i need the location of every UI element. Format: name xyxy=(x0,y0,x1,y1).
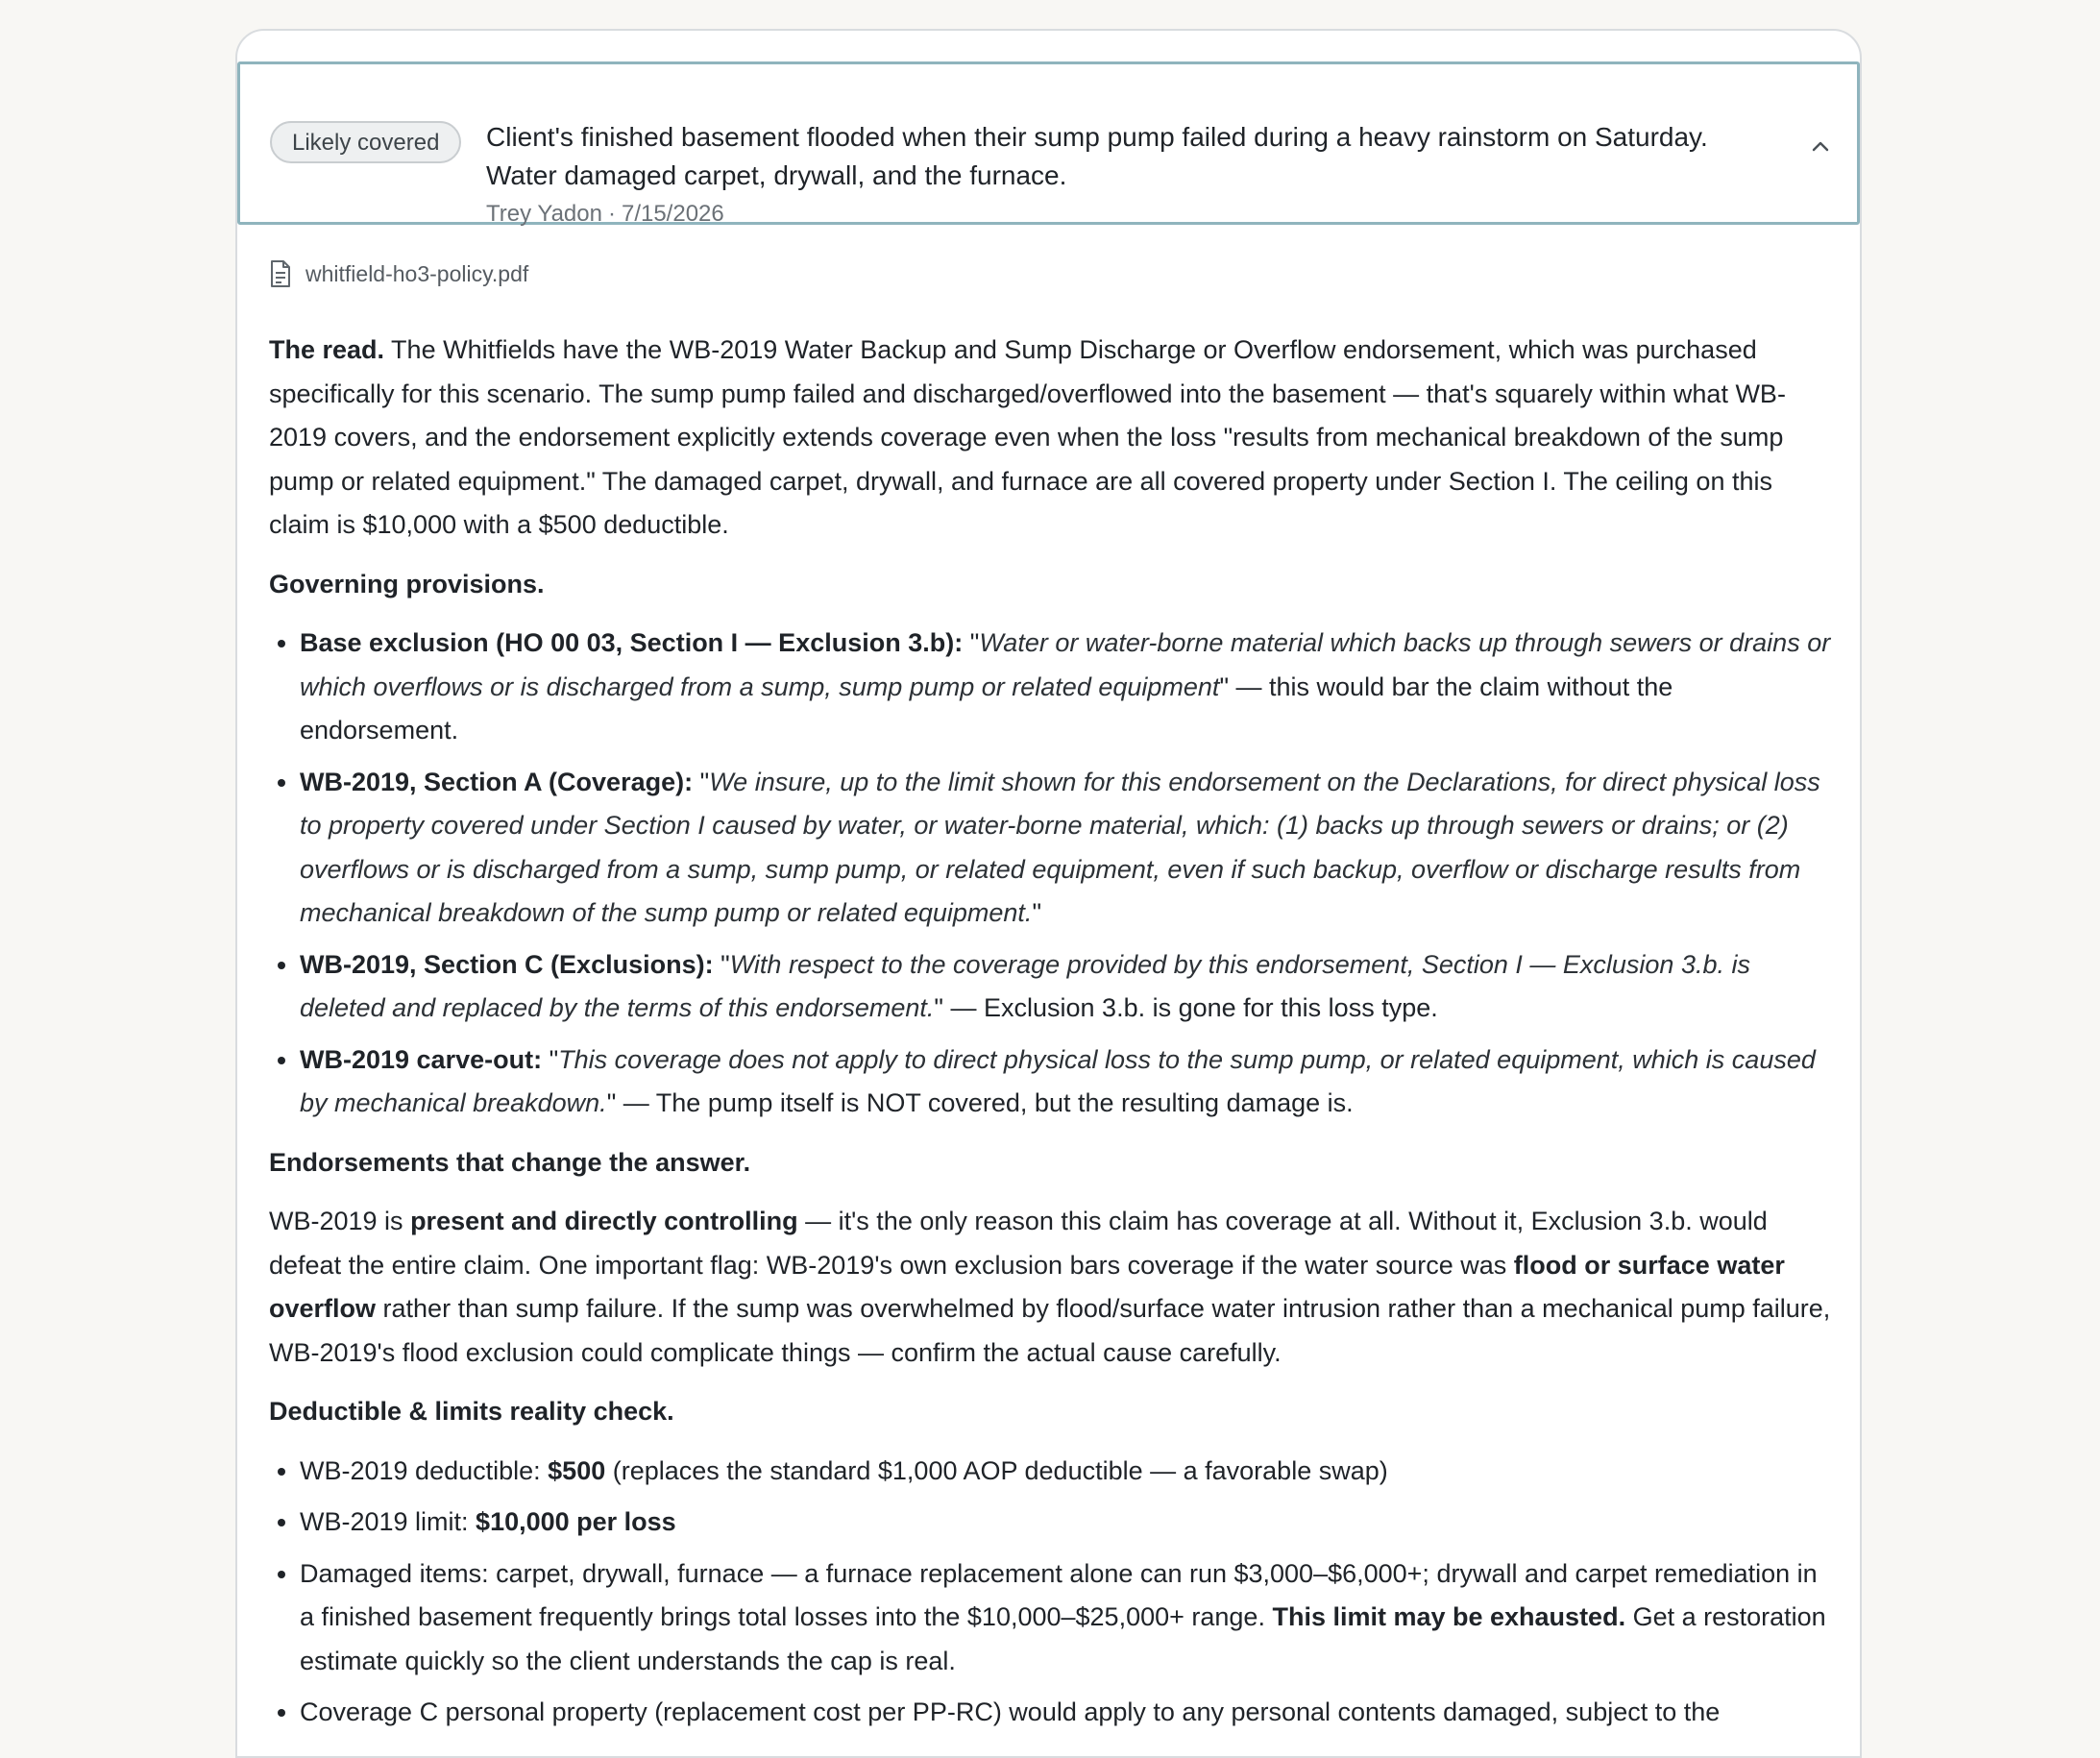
provision-note: " xyxy=(1032,898,1042,927)
list-item xyxy=(300,1552,1835,1684)
provision-label: Base exclusion (HO 00 03, Section I — Exclusion 3.b): xyxy=(300,628,964,657)
limit-text: WB-2019 limit: xyxy=(300,1507,476,1536)
the-read-paragraph xyxy=(269,329,1835,548)
limit-emphasis: $10,000 per loss xyxy=(476,1507,676,1536)
quote-open: " xyxy=(542,1044,559,1074)
claim-meta xyxy=(486,201,724,228)
governing-provisions-heading: Governing provisions. xyxy=(269,569,545,598)
coverage-status-badge: Likely covered xyxy=(270,121,461,163)
limit-emphasis: This limit may be exhausted. xyxy=(1272,1602,1626,1631)
provision-quote: We insure, up to the limit shown for this endorsement on the Declarations, for direct physical loss to property covered under Section I caused by water, or water-borne material, which: (1) backs up through sewers or drains; or (2) overflows or is discharged from a sump, sump pump, or related equipment, even if such backup, overflow or discharge results from mechanical breakdown of the sump pump or related equipment. xyxy=(300,767,1820,927)
provision-quote: Water or water-borne material which backs up through sewers or drains or which overflows or is discharged from a sump, sump pump or related equipment xyxy=(300,628,1831,701)
claim-card xyxy=(235,29,1862,1758)
limits-heading: Deductible & limits reality check. xyxy=(269,1397,674,1426)
quote-open: " xyxy=(713,949,730,979)
limit-emphasis: $500 xyxy=(548,1455,606,1485)
provision-label: WB-2019 carve-out: xyxy=(300,1044,543,1074)
list-item xyxy=(300,1450,1835,1494)
endorsements-text: — it's the only reason this claim has coverage at all. Without it, Exclusion 3.b. would defeat the entire claim. One important flag: WB-2019's own exclusion bars coverage if the water source was xyxy=(269,1207,1768,1280)
meta-separator: · xyxy=(607,201,616,227)
limits-list xyxy=(269,1450,1835,1735)
endorsements-text: rather than sump failure. If the sump was overwhelmed by flood/surface water intrusion rather than a mechanical pump failure, WB-2019's flood exclusion could complicate things — confirm the actual cause carefully. xyxy=(269,1294,1831,1367)
provisions-list xyxy=(269,622,1835,1126)
endorsements-paragraph xyxy=(269,1200,1835,1375)
the-read-text: The Whitfields have the WB-2019 Water Backup and Sump Discharge or Overflow endorsement, which was purchased specifically for this scenario. The sump pump failed and discharged/overflowed into the basement — that's squarely within what WB-2019 covers, and the endorsement explicitly extends coverage even when the loss "results from mechanical breakdown of the sump pump or related equipment." The damaged carpet, drywall, and furnace are all covered property under Section I. The ceiling on this claim is $10,000 with a $500 deductible. xyxy=(269,335,1786,539)
endorsements-heading: Endorsements that change the answer. xyxy=(269,1147,751,1177)
claim-summary: Client's finished basement flooded when their sump pump failed during a heavy rainstorm on Saturday. Water damaged carpet, drywall, and the furnace. xyxy=(486,122,1708,190)
endorsements-text: WB-2019 is xyxy=(269,1207,411,1235)
endorsements-emphasis: flood or surface water overflow xyxy=(269,1250,1785,1323)
claim-header[interactable] xyxy=(237,61,1860,225)
limit-text: Coverage C personal property (replacement cost per PP-RC) would apply to any personal contents damaged, subject to the xyxy=(300,1697,1721,1726)
document-icon xyxy=(269,259,292,288)
claim-author: Trey Yadon xyxy=(486,201,602,227)
chevron-up-icon[interactable] xyxy=(1806,132,1835,160)
provision-note: " — Exclusion 3.b. is gone for this loss type. xyxy=(934,993,1438,1022)
limit-text: Damaged items: carpet, drywall, furnace — a furnace replacement alone can run $3,000–$6,000+; drywall and carpet remediation in a finished basement frequently brings total losses into the $10,000–$25,000+ range. xyxy=(300,1558,1818,1631)
provision-note: " — The pump itself is NOT covered, but the resulting damage is. xyxy=(606,1088,1354,1117)
limit-text: Get a restoration estimate quickly so the client understands the cap is real. xyxy=(300,1602,1826,1675)
attachment-link[interactable] xyxy=(269,257,528,290)
list-item xyxy=(300,761,1835,936)
quote-open: " xyxy=(963,628,980,657)
the-read-label: The read. xyxy=(269,335,385,364)
attachment-filename: whitfield-ho3-policy.pdf xyxy=(305,260,529,286)
list-item xyxy=(300,622,1835,753)
quote-open: " xyxy=(693,767,710,796)
provision-note: " — this would bar the claim without the endorsement. xyxy=(300,671,1673,745)
coverage-analysis xyxy=(269,329,1835,1750)
endorsements-emphasis: present and directly controlling xyxy=(410,1207,798,1235)
provision-label: WB-2019, Section C (Exclusions): xyxy=(300,949,714,979)
limit-text: WB-2019 deductible: xyxy=(300,1455,549,1485)
provision-quote: This coverage does not apply to direct physical loss to the sump pump, or related equipment, which is caused by mechanical breakdown. xyxy=(300,1044,1816,1117)
list-item xyxy=(300,943,1835,1031)
list-item xyxy=(300,1038,1835,1126)
list-item xyxy=(300,1501,1835,1545)
provision-quote: With respect to the coverage provided by this endorsement, Section I — Exclusion 3.b. is deleted and replaced by the terms of this endorsement. xyxy=(300,949,1750,1022)
provision-label: WB-2019, Section A (Coverage): xyxy=(300,767,694,796)
limit-text: (replaces the standard $1,000 AOP deductible — a favorable swap) xyxy=(605,1455,1388,1485)
list-item xyxy=(300,1691,1835,1735)
claim-date: 7/15/2026 xyxy=(621,201,724,227)
